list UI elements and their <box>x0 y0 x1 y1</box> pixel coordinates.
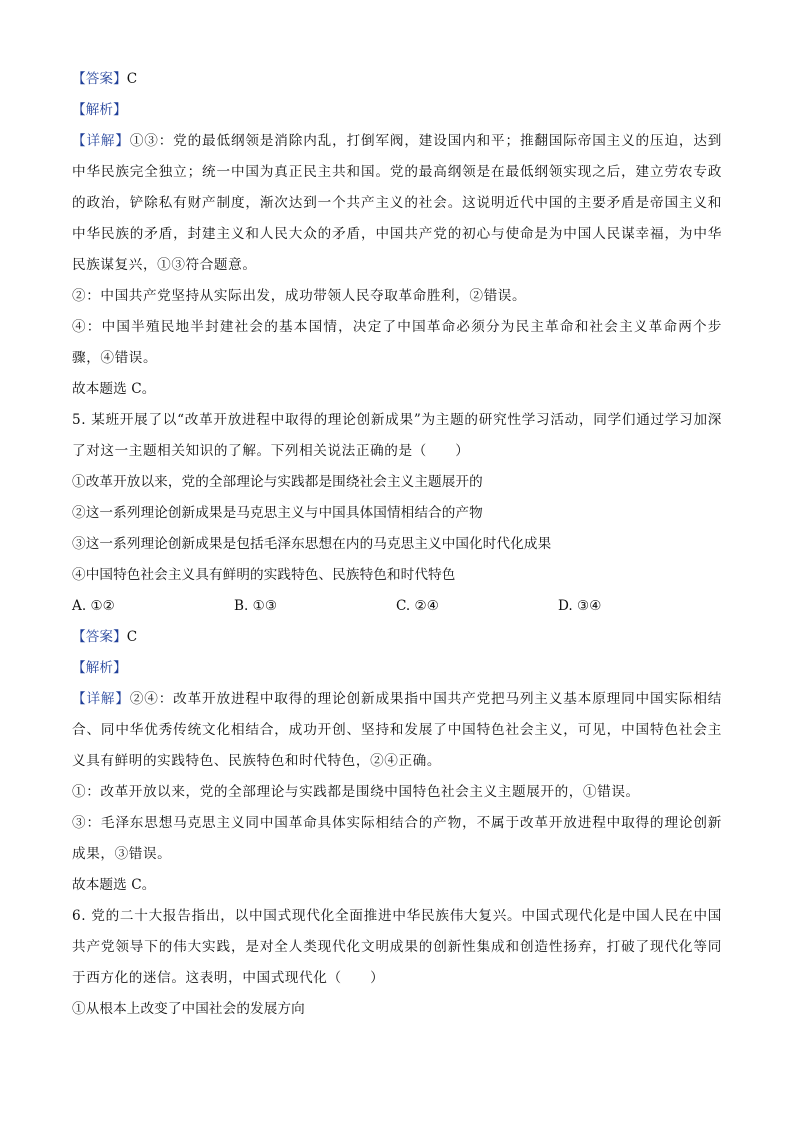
answer-value: C <box>126 629 138 645</box>
detail-tag: 【详解】 <box>72 133 130 149</box>
statement-item: ①从根本上改变了中国社会的发展方向 <box>72 1001 305 1017</box>
analysis-line <box>72 653 722 684</box>
question-stem: 6. 党的二十大报告指出，以中国式现代化全面推进中华民族伟大复兴。中国式现代化是中国人民在中国共产党领导下的伟大实践，是对全人类现代化文明成果的创新性集成和创造性扬弃，打破了现代化等同于西方化的迷信。这表明，中国式现代化（ ） <box>72 908 722 986</box>
detail-tag: 【详解】 <box>72 691 130 707</box>
statement-item: ③这一系列理论创新成果是包括毛泽东思想在内的马克思主义中国化时代化成果 <box>72 536 552 552</box>
note-paragraph: ②：中国共产党坚持从实际出发，成功带领人民夺取革命胜利，②错误。 <box>72 288 527 304</box>
detail-paragraph <box>72 126 722 281</box>
answer-value: C <box>126 71 138 87</box>
answer-line <box>72 64 722 95</box>
answer-tag: 【答案】 <box>72 71 127 87</box>
conclusion-line: 故本题选 C。 <box>72 877 156 893</box>
answer-options <box>72 591 722 622</box>
detail-text: ①③：党的最低纲领是消除内乱，打倒军阀，建设国内和平；推翻国际帝国主义的压迫，达到中华民族完全独立；统一中国为真正民主共和国。党的最高纲领是在最低纲领实现之后，建立劳农专政的政治，铲除私有财产制度，渐次达到一个共产主义的社会。这说明近代中国的主要矛盾是帝国主义和中华民族的矛盾，封建主义和人民大众的矛盾，中国共产党的初心与使命是为中国人民谋幸福，为中华民族谋复兴，①③符合题意。 <box>72 133 722 273</box>
statement-item: ④中国特色社会主义具有鲜明的实践特色、民族特色和时代特色 <box>72 567 456 583</box>
answer-line <box>72 622 722 653</box>
analysis-tag: 【解析】 <box>72 102 127 118</box>
detail-text: ②④：改革开放进程中取得的理论创新成果指中国共产党把马列主义基本原理同中国实际相结合、同中华优秀传统文化相结合，成功开创、坚持和发展了中国特色社会主义，可见，中国特色社会主义具有鲜明的实践特色、民族特色和时代特色，②④正确。 <box>72 691 722 769</box>
note-paragraph: ④：中国半殖民地半封建社会的基本国情，决定了中国革命必须分为民主革命和社会主义革命两个步骤，④错误。 <box>72 319 722 366</box>
answer-tag: 【答案】 <box>72 629 127 645</box>
option-c: C. ②④ <box>396 598 439 614</box>
document-page <box>72 64 722 1025</box>
question-stem: 5. 某班开展了以“改革开放进程中取得的理论创新成果”为主题的研究性学习活动，同学们通过学习加深了对这一主题相关知识的了解。下列相关说法正确的是（ ） <box>72 412 722 459</box>
option-b: B. ①③ <box>234 598 278 614</box>
statement-item: ①改革开放以来，党的全部理论与实践都是围绕社会主义主题展开的 <box>72 474 483 490</box>
note-paragraph: ①：改革开放以来，党的全部理论与实践都是围绕中国特色社会主义主题展开的，①错误。 <box>72 784 640 800</box>
statement-item: ②这一系列理论创新成果是马克思主义与中国具体国情相结合的产物 <box>72 505 483 521</box>
note-paragraph: ③：毛泽东思想马克思主义同中国革命具体实际相结合的产物，不属于改革开放进程中取得的理论创新成果，③错误。 <box>72 815 722 862</box>
analysis-tag: 【解析】 <box>72 660 127 676</box>
option-a: A. ①② <box>72 598 115 614</box>
detail-paragraph <box>72 684 722 777</box>
analysis-line <box>72 95 722 126</box>
option-d: D. ③④ <box>558 598 602 614</box>
conclusion-line: 故本题选 C。 <box>72 381 156 397</box>
